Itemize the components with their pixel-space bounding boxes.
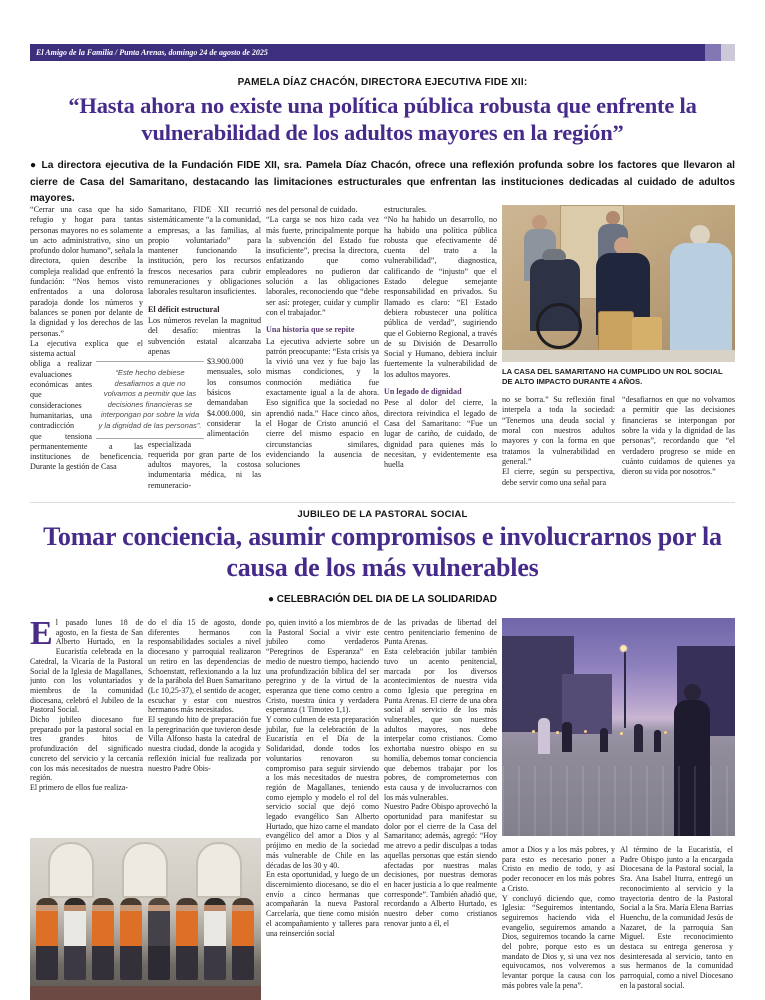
masthead-text: El Amigo de la Familia / Punta Arenas, domingo 24 de agosto de 2025 [36,48,268,57]
paragraph: La ejecutiva advierte sobre un patrón preocupante: “Esta crisis ya la vivió una vez y fue bajo las mismas condiciones, y la conmoción mediática fue exactamente igual a la de ahora. Eso significa que la sociedad no aprendió nada.” Hace cinco años, el Hogar de Cristo anunció el cierre del mismo espacio en circunstancias similares, evidenciando la ausencia de soluciones [266,336,379,470]
article1-column-5 [502,395,615,488]
photo-shape [92,898,114,980]
masthead-accent-square-light [721,44,735,61]
paragraph: “La carga se nos hizo cada vez más fuerte, principalmente porque la subvención del Estado fue insuficiente”, precisa la directora, enfatizando que como empleadores no pudieron dar solución a las obligaciones laborales, reconociendo que “debe ser así: proteger, cuidar y cumplir con el trabajador.” [266,215,379,317]
section-subhead: Una historia que se repite [266,325,355,335]
photo-shape [619,644,628,653]
article2-subhead: ● CELEBRACIÓN DEL DIA DE LA SOLIDARIDAD [267,594,497,605]
drop-cap: E [30,618,53,652]
photo-shape [502,350,735,362]
photo-shape [538,718,550,754]
article2-column-6 [620,845,733,991]
article2-body [30,618,735,1000]
article2-column-3 [266,618,379,938]
paragraph: amor a Dios y a los más pobres, y para esto es necesario poner a Cristo en medio de todo, y así poder reconocer en los más pobres a Cristo. [502,845,615,893]
article2-column-2 [148,618,261,832]
photo-jubileo-grupo-voluntarios [30,838,261,1000]
paragraph: El cierre, según su perspectiva, debe servir como una señal para [502,467,615,487]
article1-column-4 [384,205,497,470]
paragraph: Y concluyó diciendo que, como Iglesia: “Seguiremos intentando, seguiremos haciendo vida el evangelio, seguiremos amando a Dios, seguiremos tocando la carne del pobre, porque esto es un mandato de Dios y, si una vez nos equivocamos, nos volveremos a levantar porque la causa con los más pobres vale la pena”. [502,893,615,990]
photo-casa-del-samaritano [502,205,735,362]
paragraph: po, quien invitó a los miembros de la Pastoral Social a vivir este jubileo como verdaderos “Peregrinos de Esperanza” en medio de nuestro tiempo, haciendo una profundización bíblica del ser peregrino y de la virtud de la esperanza que tiene como centro a Cristo, nuestra única y verdadera esperanza (1 Timoteo 1,1). [266,618,379,715]
paragraph: do el día 15 de agosto, donde diferentes hermanos con responsabilidades sociales a nivel diocesano y parroquial realizaron un retiro en las dependencias de Schoenstatt, reflexionando a la luz de la parábola del Buen Samaritano (Lc 10,25-37), el sentido de acoger, escuchar y estar con nuestros hermanos más necesitados. [148,618,261,715]
photo-shape [64,898,86,980]
photo-shape [48,842,94,898]
photo-shape [606,211,620,225]
paragraph: Dicho jubileo diocesano fue preparado por la pastoral social en tres grandes hitos de profundización del significado concreto del servicio y la cercanía con los más necesitados de nuestra región. [30,715,143,783]
paragraph: La ejecutiva explica que el sistema actual [30,338,143,359]
section-subhead: Un legado de dignidad [384,387,462,397]
photo-shape [36,898,58,980]
paragraph: no se borra.” Su reflexión final interpela a toda la sociedad: “Tenemos una deuda social y moral con nuestros adultos mayores y con la forma en que tratamos la vulnerabilidad en general.” [502,395,615,466]
paragraph: requerida por gran parte de los adultos mayores, la costosa indumentaria médica, ni las remuneracio- [148,449,261,490]
photo-shape [536,303,582,349]
photo-shape [196,842,242,898]
article-divider [30,502,735,503]
photo-shape [684,684,701,701]
paragraph-text: l pasado lunes 18 de agosto, en la fiesta de San Alberto Hurtado, en la Eucaristía celebrada en la Catedral, la Vicaría de la Pastoral Social de la Iglesia de Magallanes, junto con los voluntariados y miembros de la comunidad diocesana, celebró el Jubileo de la Pastoral Social. [30,618,143,715]
article1-column-2 [148,205,261,491]
paragraph: de las privadas de libertad del centro penitenciario femenino de Punta Arenas. [384,618,497,647]
photo-shape [532,215,547,230]
article2-column-1 [30,618,143,832]
paragraph: “desafiarnos en que no volvamos a permitir que las decisiones financieras se interpongan por sobre la vida y la dignidad de las personas”, recordando que “el verdadero progreso se mide en cuánto cuidamos de quienes ya dieron su vida por nosotros.” [622,395,735,477]
photo-shape [176,898,198,980]
photo-shape [670,243,732,355]
photo-shape [542,249,566,260]
section-subhead: El déficit estructural [148,304,220,314]
pull-quote: “Este hecho debiese desafiarnos a que no volvamos a permitir que las decisiones financieras se interpongan por sobre la vida y la dignidad de las personas”. [96,361,204,439]
article1-kicker: PAMELA DÍAZ CHACÓN, DIRECTORA EJECUTIVA FIDE XII: [237,77,528,88]
article1-lead: ● La directora ejecutiva de la Fundación FIDE XII, sra. Pamela Díaz Chacón, ofrece una reflexión profunda sobre los factores que llevaron al cierre de Casa del Samaritano, destacando las limitaciones estructurales que enfrentan las instituciones dedicadas al cuidado de adultos mayores. [30,160,735,204]
paragraph: estructurales. [384,205,427,214]
photo-shape [624,648,626,728]
paragraph: Al término de la Eucaristía, el Padre Obispo junto a la encargada Diocesana de la Pastoral social, la Sra. Ana Isabel Iturra, entregó un reconocimiento al servicio y la trayectoria dentro de la Pastoral Social a la Sra. María Elena Barrias Huenchu, de la comunidad Jesús de Nazaret, de la parroquia San Miguel. Este reconocimiento destaca su entrega generosa y desinteresada al servicio, tanto en sus hermanos de la comunidad parroquial, como a nivel Diocesano en la pastoral social. [620,845,733,990]
masthead-accent-square-mid [705,44,721,61]
article2-column-4 [384,618,497,929]
paragraph: El primero de ellos fue realiza- [30,782,128,792]
article1-body [30,205,735,502]
paragraph-text: obliga a realizar evaluaciones económicas antes que consideraciones humanitarias, una contradicción [30,359,92,431]
photo-shape [148,898,170,980]
photo-shape [502,766,735,836]
photo-shape [122,842,168,898]
article1-bottom-columns [502,395,735,488]
paragraph: Pese al dolor del cierre, la directora reivindica el legado de Casa del Samaritano: “Fue un lugar de cariño, de cuidado, de dignidad para quienes más lo necesitan, y evidentemente esa huella [384,398,497,470]
article1-headline: “Hasta ahora no existe una política pública robusta que enfrente la vulnerabilidad de los adultos mayores en la región” [68,93,697,145]
paragraph: Samaritano, FIDE XII recurrió sistemáticamente “a la comunidad, a empresas, a las familias, al propio voluntariado” para mantener funcionando la institución, pero los recursos frescos necesarios para cubrir remuneraciones y obligaciones laborales resultaron insuficientes. [148,205,261,297]
photo-shape [204,898,226,980]
article1-column-3 [266,205,379,470]
paragraph: El segundo hito de preparación fue la peregrinación que tuvieron desde Villa Alfonso hasta la catedral de nuestra ciudad, donde la acogida y reflexión inicial fue realizada por nuestro Padre Obis- [148,715,261,773]
photo-shape [30,986,261,1000]
paragraph: “No ha habido un desarrollo, no ha habido una política pública robusta que efectivamente dé cuenta del trato a la vulnerabilidad”, diagnostica, calificando de “injusto” que el Estado delegue semejante responsabilidad en privados. Su llamado es claro: “El Estado debiera robustecer una política pública de verdad”, sugiriendo que el Gobierno Regional, a través de su División de Desarrollo Social y Humano, debiera incluir fuertemente la vulnerabilidad de los adultos mayores. [384,215,497,379]
article2-headline: Tomar conciencia, asumir compromisos e involucrarnos por la causa de los más vulnerables [43,522,722,582]
photo-shape [634,724,643,752]
paragraph-text: $3.900.000 mensuales, solo los consumos básicos demandaban $4.000.000, sin considerar la alimentación especializada [148,357,261,449]
article1-photo-block [502,205,735,488]
masthead-bar [30,44,735,61]
photo-shape [598,311,634,355]
paragraph: “Cerrar una casa que ha sido refugio y hogar para tantas personas mayores no es solamente un acto administrativo, sino un profundo dolor humano”, señala la directora, quien describe la compleja realidad que enfrentó la fundación: “Nos hemos visto enfrentados a una dolorosa paradoja donde los números y balances se ponen por delante de la dignidad y los derechos de las personas.” [30,205,143,338]
paragraph: Y como culmen de esta preparación jubilar, fue la celebración de la Eucaristía en el Día de la Solidaridad, donde todos los voluntarios renovaron su compromiso para seguir sirviendo a los más necesitados de nuestra región de Magallanes, teniendo como ejemplo y modelo el rol del servicio social que dejó como legado evangélico San Alberto Hurtado, que hizo carne el mandato evangélico del amor a Dios y al prójimo en medio de la sociedad más vulnerable de Chile en las décadas de los 30 y 40. [266,715,379,870]
paragraph-with-dropcap [30,618,143,715]
paragraph: Los números revelan la magnitud del desafío: mientras la subvención estatal alcanzaba apenas [148,315,261,356]
paragraph: Nuestro Padre Obispo aprovechó la oportunidad para manifestar su dolor por el cierre de la Casa del Samaritano; además, agregó: “Hoy me atrevo a pedir disculpas a todas aquellas personas que están siendo afectadas por nuestras malas decisiones, por nuestras demoras en hacer justicia a lo que realmente corresponde”. También añadió que, recordando a Alberto Hurtado, es nuestro deber como cristianos renovar junto a él, el [384,802,497,928]
photo-shape [232,898,254,980]
photo-calle-punta-arenas [502,618,735,836]
photo-shape [532,730,535,733]
photo-shape [562,722,572,752]
photo-shape [600,728,608,752]
photo-shape [654,730,661,752]
paragraph: En esta oportunidad, y luego de un discernimiento diocesano, se dio el envío a cinco hermanas que acompañarán la nueva Pastoral Carcelaría, que tiene como misión el acompañamiento y talleres para una reinserción social [266,870,379,938]
paragraph: que tensiona permanentemente a las instituciones de beneficencia. Durante la gestión de Casa [30,431,143,472]
article1-column-6 [622,395,735,488]
article2-kicker: JUBILEO DE LA PASTORAL SOCIAL [297,509,468,520]
photo-shape [690,225,710,245]
paragraph: Esta celebración jubilar también tuvo un acento penitencial, marcada por los diversos acontecimientos de nuestra vida como Iglesia que peregrina en Punta Arenas. El cierre de una obra social al servicio de los más vulnerables, que son nuestros adultos mayores, nos debe interpelar como cristianos. Como exhortaba nuestro obispo en su homilía, debemos tomar conciencia que debemos trabajar por los pobres, de comprometernos con esta causa y de involucrarnos con los más vulnerables. [384,647,497,802]
paragraph: nes del personal de cuidado. [266,205,358,214]
article2-column-5 [502,845,615,991]
photo-caption: LA CASA DEL SAMARITANO HA CUMPLIDO UN ROL SOCIAL DE ALTO IMPACTO DURANTE 4 AÑOS. [502,367,723,386]
photo-shape [120,898,142,980]
